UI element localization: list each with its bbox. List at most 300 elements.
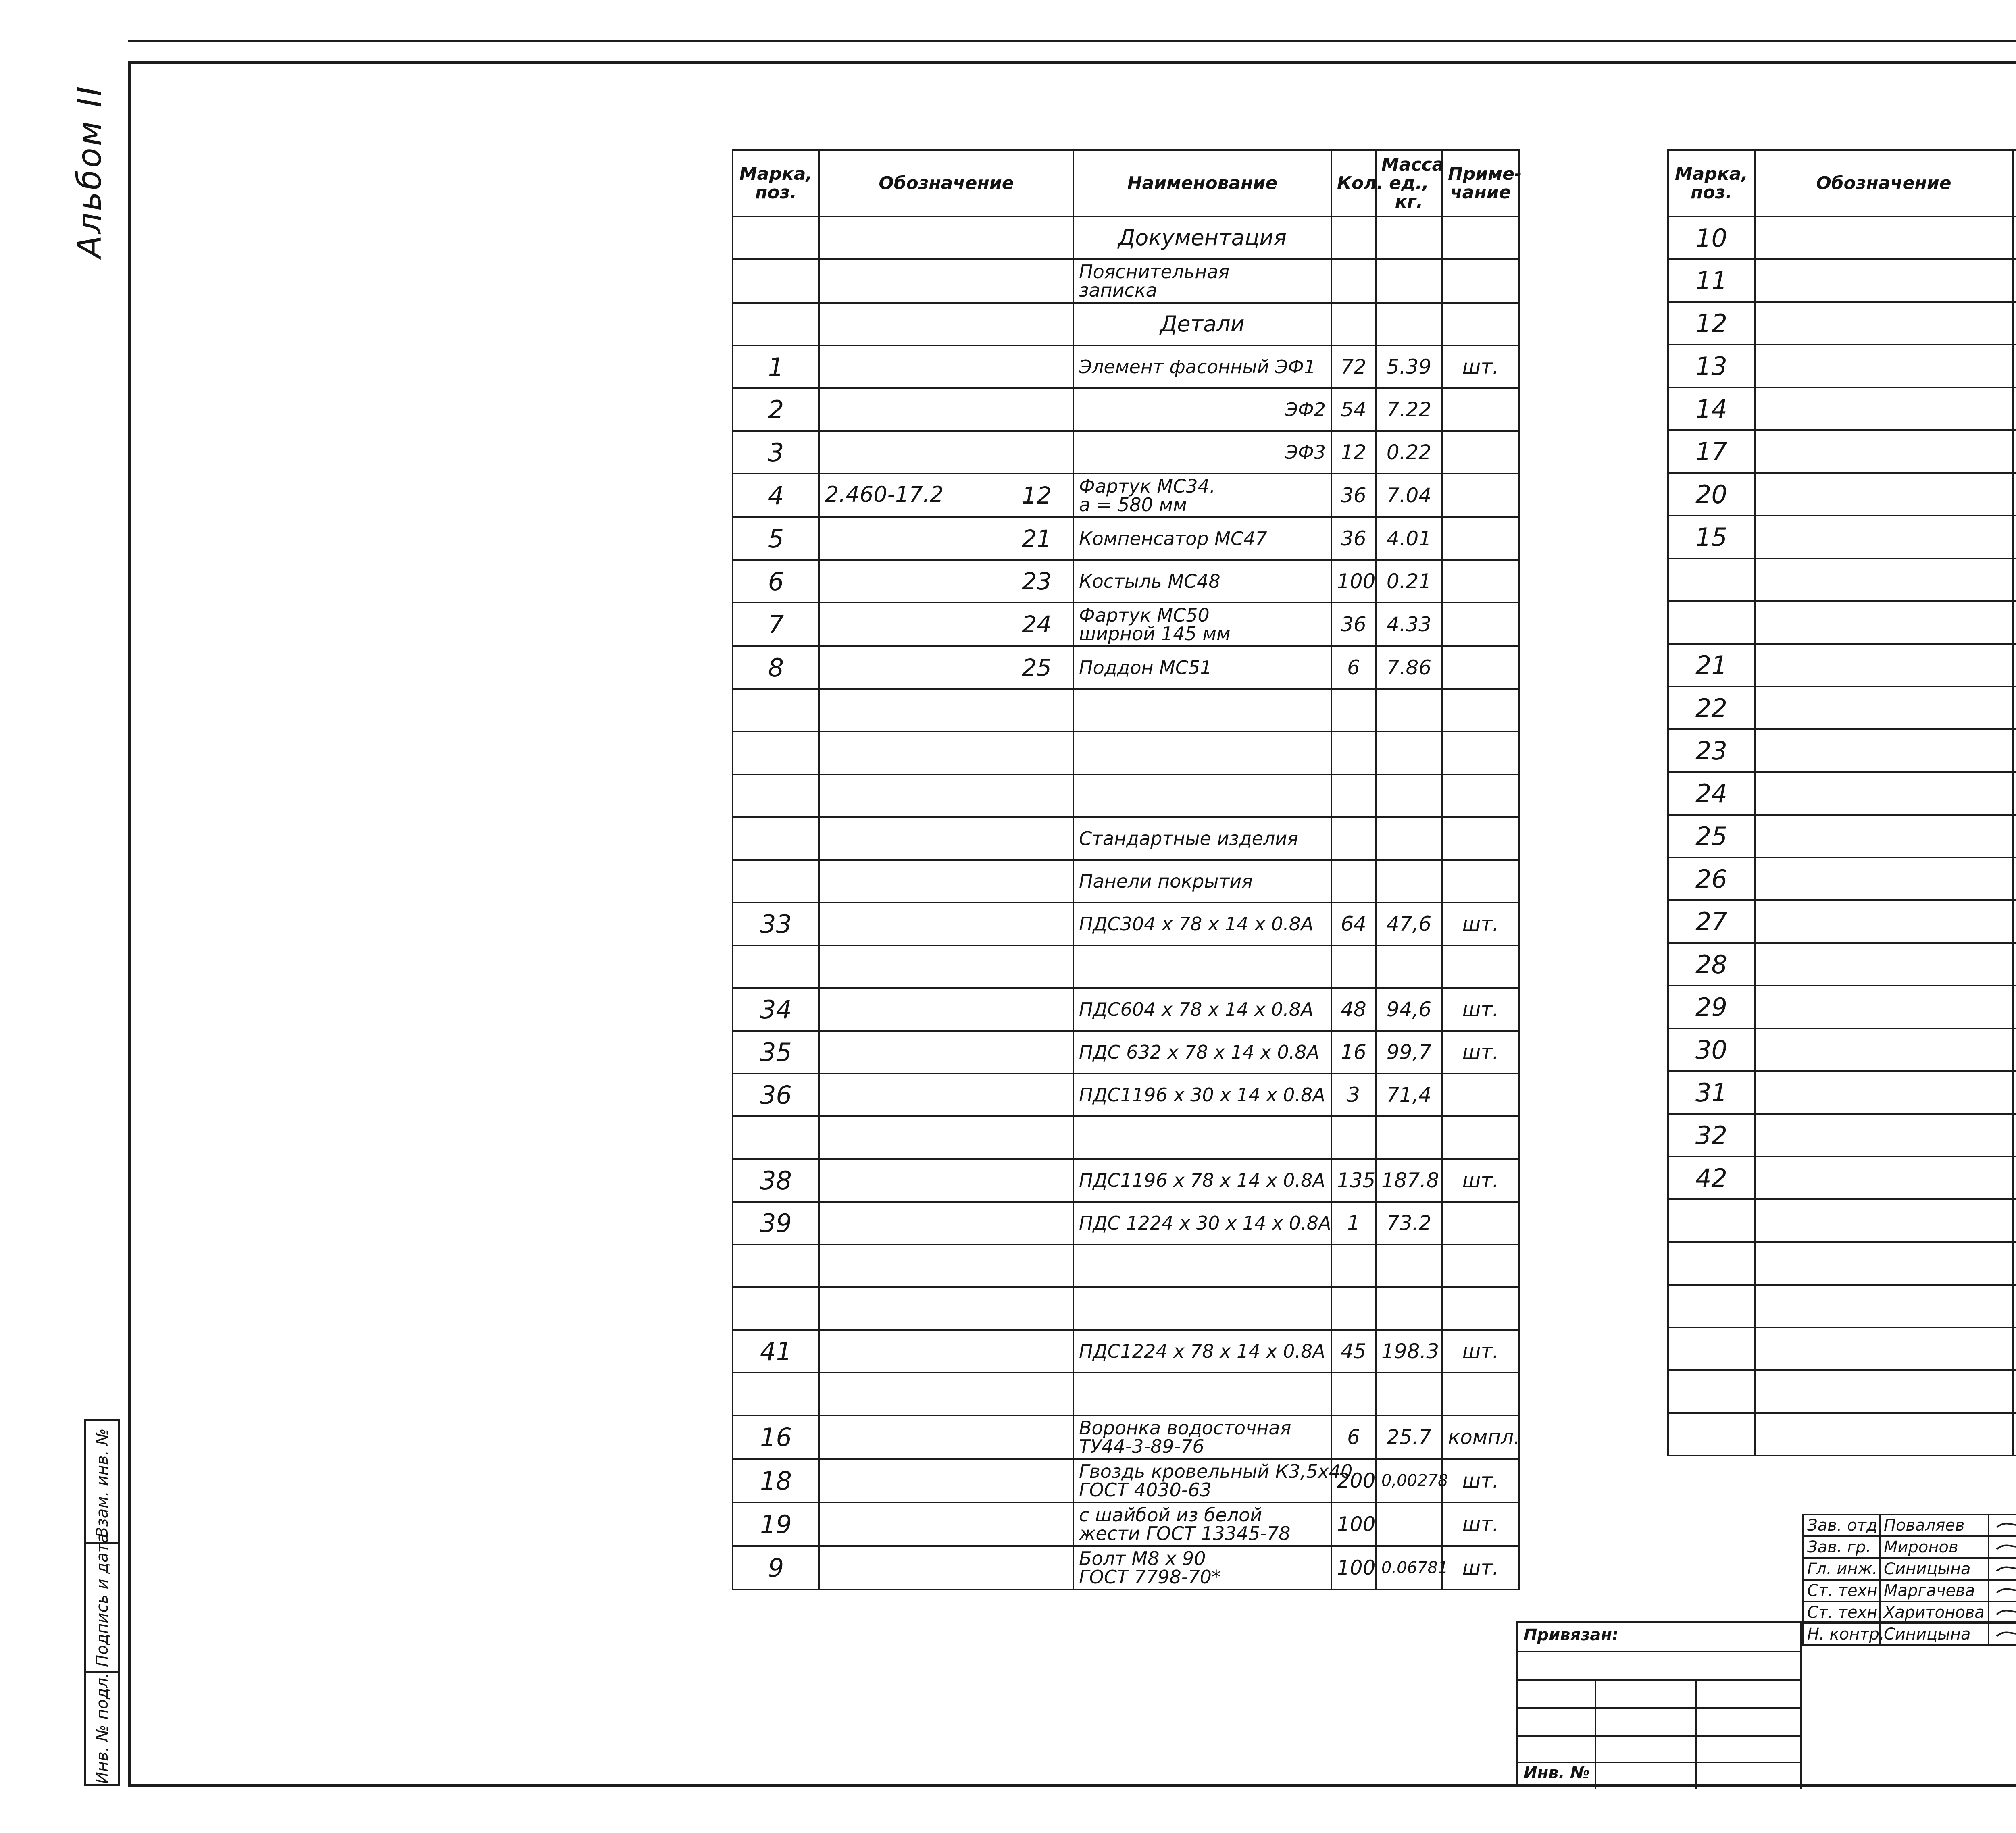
row-name xyxy=(2013,1327,2016,1370)
signer-name: Миронов xyxy=(1880,1536,1989,1558)
row-name xyxy=(1073,1373,1331,1415)
row-mark xyxy=(733,303,819,345)
row-mark: 9 xyxy=(733,1546,819,1590)
row-designation xyxy=(819,1330,1073,1373)
table-row xyxy=(1668,558,2016,601)
row-mark: 3 xyxy=(733,431,819,474)
signature xyxy=(1989,1536,2016,1558)
row-designation xyxy=(1755,430,2013,473)
row-name xyxy=(2013,1157,2016,1199)
row-mark xyxy=(733,259,819,303)
row-mark xyxy=(733,774,819,817)
table-row xyxy=(1668,644,2016,687)
signer-role: Гл. инж. xyxy=(1803,1558,1880,1580)
row-designation xyxy=(819,1546,1073,1590)
row-mass: 47,6 xyxy=(1376,903,1442,945)
row-name: ПДС1196 x 78 x 14 x 0.8А xyxy=(1073,1159,1331,1202)
row-name: Воронка водосточная ТУ44-3-89-76 xyxy=(1073,1415,1331,1459)
table-row xyxy=(733,1202,1519,1244)
table-row xyxy=(1668,302,2016,345)
row-name: ПДС 1224 x 30 x 14 x 0.8А xyxy=(1073,1202,1331,1244)
row-mark: 5 xyxy=(733,517,819,560)
signature xyxy=(1989,1602,2016,1623)
table-row xyxy=(1668,900,2016,943)
inv-label: Инв. № xyxy=(1524,1764,1590,1782)
row-note xyxy=(1442,689,1519,732)
row-mass xyxy=(1376,945,1442,988)
row-note xyxy=(1442,774,1519,817)
row-name xyxy=(2013,216,2016,259)
table-row xyxy=(1668,687,2016,729)
row-qty xyxy=(1331,945,1376,988)
table-row xyxy=(1668,1157,2016,1199)
row-qty: 45 xyxy=(1331,1330,1376,1373)
row-mark: 13 xyxy=(1668,345,1755,387)
header-note: Приме- чание xyxy=(1442,150,1519,216)
row-mark: 18 xyxy=(733,1459,819,1502)
row-designation xyxy=(819,1202,1073,1244)
row-name xyxy=(2013,857,2016,900)
row-designation xyxy=(819,431,1073,474)
row-mark xyxy=(1668,1413,1755,1456)
table-row xyxy=(733,1074,1519,1116)
side-stamp xyxy=(84,1419,120,1786)
row-mark: 2 xyxy=(733,388,819,431)
table-row xyxy=(733,1287,1519,1330)
row-qty xyxy=(1331,732,1376,774)
row-name xyxy=(2013,687,2016,729)
table-row xyxy=(733,1502,1519,1546)
signer-name: Маргачева xyxy=(1880,1580,1989,1602)
row-designation-pos: 21 xyxy=(1022,525,1052,552)
privyazan-line-5 xyxy=(1518,1762,1800,1763)
row-mass: 4.01 xyxy=(1376,517,1442,560)
table-row xyxy=(1668,473,2016,516)
row-note xyxy=(1442,603,1519,646)
row-qty: 1 xyxy=(1331,1202,1376,1244)
spec-table-right xyxy=(1667,149,2016,1456)
row-mark: 23 xyxy=(1668,729,1755,772)
row-name xyxy=(1073,1244,1331,1287)
table-row xyxy=(733,603,1519,646)
row-designation xyxy=(1755,1114,2013,1157)
row-name xyxy=(2013,1285,2016,1327)
table-row xyxy=(733,689,1519,732)
row-name xyxy=(2013,943,2016,986)
header-qty: Кол. xyxy=(1331,150,1376,216)
row-mass xyxy=(1376,1116,1442,1159)
signature-scribble xyxy=(1993,1515,2016,1531)
row-mark xyxy=(733,1244,819,1287)
row-name: Гвоздь кровельный К3,5x40 ГОСТ 4030-63 xyxy=(1073,1459,1331,1502)
table-row xyxy=(733,1330,1519,1373)
row-name xyxy=(2013,1028,2016,1071)
album-label: Альбом II xyxy=(71,85,109,258)
row-designation xyxy=(819,945,1073,988)
row-mark xyxy=(733,1373,819,1415)
row-qty xyxy=(1331,259,1376,303)
row-mark: 20 xyxy=(1668,473,1755,516)
row-note: компл. xyxy=(1442,1415,1519,1459)
row-mark: 39 xyxy=(733,1202,819,1244)
table-row xyxy=(733,259,1519,303)
row-mass: 4.33 xyxy=(1376,603,1442,646)
row-name: ПДС604 x 78 x 14 x 0.8А xyxy=(1073,988,1331,1031)
row-mark xyxy=(733,1116,819,1159)
row-note xyxy=(1442,259,1519,303)
row-name: Документация xyxy=(1073,216,1331,259)
row-note xyxy=(1442,1244,1519,1287)
row-mark: 11 xyxy=(1668,259,1755,302)
row-qty xyxy=(1331,1373,1376,1415)
row-mark xyxy=(733,945,819,988)
row-mark: 10 xyxy=(1668,216,1755,259)
row-designation xyxy=(1755,473,2013,516)
row-mass: 25.7 xyxy=(1376,1415,1442,1459)
table-row xyxy=(733,345,1519,388)
signer-role: Ст. техн. xyxy=(1803,1580,1880,1602)
row-designation xyxy=(819,1244,1073,1287)
row-designation xyxy=(819,689,1073,732)
row-mark: 19 xyxy=(733,1502,819,1546)
row-designation xyxy=(819,259,1073,303)
row-name: с шайбой из белой жести ГОСТ 13345-78 xyxy=(1073,1502,1331,1546)
row-designation xyxy=(1755,558,2013,601)
table-row xyxy=(733,303,1519,345)
table-row xyxy=(1668,772,2016,815)
row-mark: 26 xyxy=(1668,857,1755,900)
table-row xyxy=(733,388,1519,431)
row-mark: 27 xyxy=(1668,900,1755,943)
header-mark-right: Марка, поз. xyxy=(1668,150,1755,216)
row-designation xyxy=(1755,644,2013,687)
row-qty: 3 xyxy=(1331,1074,1376,1116)
row-note xyxy=(1442,560,1519,603)
row-mark: 35 xyxy=(733,1031,819,1074)
signature-scribble xyxy=(1993,1602,2016,1619)
row-note xyxy=(1442,431,1519,474)
row-note xyxy=(1442,474,1519,517)
row-designation xyxy=(819,1502,1073,1546)
row-note xyxy=(1442,1116,1519,1159)
row-qty xyxy=(1331,860,1376,903)
row-mass: 7.04 xyxy=(1376,474,1442,517)
row-mark: 34 xyxy=(733,988,819,1031)
row-designation xyxy=(1755,1285,2013,1327)
table-row xyxy=(1668,345,2016,387)
row-note: шт. xyxy=(1442,1502,1519,1546)
row-qty xyxy=(1331,216,1376,259)
row-mass: 73.2 xyxy=(1376,1202,1442,1244)
row-mark: 42 xyxy=(1668,1157,1755,1199)
row-qty: 200 xyxy=(1331,1459,1376,1502)
row-name xyxy=(2013,1199,2016,1242)
row-mark: 15 xyxy=(1668,516,1755,558)
row-designation xyxy=(819,903,1073,945)
row-note: шт. xyxy=(1442,1546,1519,1590)
signature-scribble xyxy=(1993,1537,2016,1553)
row-mass: 187.8 xyxy=(1376,1159,1442,1202)
row-mark: 12 xyxy=(1668,302,1755,345)
signature xyxy=(1989,1580,2016,1602)
row-note: шт. xyxy=(1442,1159,1519,1202)
table-row xyxy=(1668,986,2016,1028)
spec-header-row xyxy=(733,150,1519,216)
row-designation xyxy=(819,1459,1073,1502)
table-row xyxy=(733,1031,1519,1074)
signature xyxy=(1989,1623,2016,1645)
table-row xyxy=(1668,729,2016,772)
table-row xyxy=(1668,387,2016,430)
row-qty: 100 xyxy=(1331,560,1376,603)
row-name: Детали xyxy=(1073,303,1331,345)
row-mark xyxy=(1668,1199,1755,1242)
row-mark: 7 xyxy=(733,603,819,646)
table-row xyxy=(1668,1413,2016,1456)
row-mark xyxy=(1668,1327,1755,1370)
row-mark xyxy=(733,1287,819,1330)
row-mass xyxy=(1376,303,1442,345)
row-mark: 31 xyxy=(1668,1071,1755,1114)
row-designation-pos: 24 xyxy=(1022,611,1052,638)
row-name xyxy=(1073,1116,1331,1159)
row-designation-pos: 12 xyxy=(1022,482,1052,509)
row-mass: 7.22 xyxy=(1376,388,1442,431)
row-designation xyxy=(1755,1071,2013,1114)
row-name xyxy=(2013,1071,2016,1114)
row-designation xyxy=(819,1074,1073,1116)
table-row xyxy=(733,1546,1519,1590)
row-mark: 25 xyxy=(1668,815,1755,857)
spec-header-row-right xyxy=(1668,150,2016,216)
table-row xyxy=(1668,943,2016,986)
table-row xyxy=(1668,1285,2016,1327)
row-mass: 0.22 xyxy=(1376,431,1442,474)
signer-role: Н. контр. xyxy=(1803,1623,1880,1645)
row-designation xyxy=(1755,601,2013,644)
row-name: Компенсатор МС47 xyxy=(1073,517,1331,560)
row-name: Костыль МС48 xyxy=(1073,560,1331,603)
table-row xyxy=(1668,1199,2016,1242)
row-designation xyxy=(819,1159,1073,1202)
signer-name: Харитонова xyxy=(1880,1602,1989,1623)
row-mark xyxy=(1668,558,1755,601)
row-designation xyxy=(819,1031,1073,1074)
row-mark: 33 xyxy=(733,903,819,945)
row-mark xyxy=(1668,601,1755,644)
row-qty: 36 xyxy=(1331,474,1376,517)
row-qty xyxy=(1331,817,1376,860)
row-qty xyxy=(1331,1116,1376,1159)
table-row xyxy=(733,988,1519,1031)
row-designation xyxy=(1755,1157,2013,1199)
row-name: ПДС1224 x 78 x 14 x 0.8А xyxy=(1073,1330,1331,1373)
table-row xyxy=(733,1244,1519,1287)
row-mark xyxy=(733,817,819,860)
row-name: ЭФ3 xyxy=(1073,431,1331,474)
row-mass xyxy=(1376,1287,1442,1330)
row-designation xyxy=(1755,259,2013,302)
table-row xyxy=(1668,1370,2016,1413)
row-designation xyxy=(1755,729,2013,772)
row-mark xyxy=(1668,1370,1755,1413)
row-name: ЭФ2 xyxy=(1073,388,1331,431)
row-mark xyxy=(1668,1242,1755,1285)
row-mass xyxy=(1376,1373,1442,1415)
row-mark: 21 xyxy=(1668,644,1755,687)
row-mass: 71,4 xyxy=(1376,1074,1442,1116)
row-designation xyxy=(1755,516,2013,558)
row-name xyxy=(1073,1287,1331,1330)
table-row xyxy=(733,431,1519,474)
row-designation xyxy=(819,303,1073,345)
row-designation xyxy=(819,1287,1073,1330)
row-designation xyxy=(1755,1413,2013,1456)
table-row xyxy=(733,1459,1519,1502)
row-designation xyxy=(819,517,1073,560)
privyazan-vline-2 xyxy=(1695,1679,1697,1789)
row-note xyxy=(1442,216,1519,259)
row-name xyxy=(2013,473,2016,516)
row-qty: 100 xyxy=(1331,1502,1376,1546)
row-designation-doc: 2.460-17.2 xyxy=(825,482,944,507)
row-designation xyxy=(1755,216,2013,259)
table-row xyxy=(1668,1071,2016,1114)
row-note xyxy=(1442,517,1519,560)
row-name xyxy=(2013,516,2016,558)
table-row xyxy=(1668,1327,2016,1370)
table-row xyxy=(733,732,1519,774)
spec-table-left xyxy=(732,149,1520,1590)
row-name xyxy=(1073,689,1331,732)
table-row xyxy=(733,903,1519,945)
table-row xyxy=(733,517,1519,560)
row-mass xyxy=(1376,1244,1442,1287)
row-name xyxy=(2013,345,2016,387)
row-designation-pos: 25 xyxy=(1022,654,1052,681)
row-name xyxy=(2013,302,2016,345)
row-designation xyxy=(1755,345,2013,387)
row-mass: 0.21 xyxy=(1376,560,1442,603)
row-designation xyxy=(819,860,1073,903)
signer-role: Зав. гр. xyxy=(1803,1536,1880,1558)
row-note xyxy=(1442,860,1519,903)
row-mark: 4 xyxy=(733,474,819,517)
row-designation xyxy=(819,474,1073,517)
row-qty: 16 xyxy=(1331,1031,1376,1074)
table-row xyxy=(1668,857,2016,900)
row-mass xyxy=(1376,259,1442,303)
row-mark xyxy=(733,732,819,774)
row-designation xyxy=(1755,1199,2013,1242)
row-name xyxy=(1073,945,1331,988)
table-row xyxy=(733,646,1519,689)
row-designation xyxy=(819,345,1073,388)
row-mark: 32 xyxy=(1668,1114,1755,1157)
row-name xyxy=(2013,430,2016,473)
row-name xyxy=(2013,259,2016,302)
row-designation xyxy=(819,603,1073,646)
row-mark: 6 xyxy=(733,560,819,603)
row-mass: 94,6 xyxy=(1376,988,1442,1031)
row-designation xyxy=(819,1415,1073,1459)
row-name xyxy=(2013,1242,2016,1285)
row-note: шт. xyxy=(1442,903,1519,945)
row-name xyxy=(2013,986,2016,1028)
row-designation xyxy=(819,646,1073,689)
signer-row xyxy=(1803,1558,2016,1580)
row-qty: 54 xyxy=(1331,388,1376,431)
row-name xyxy=(1073,732,1331,774)
row-mass xyxy=(1376,774,1442,817)
row-qty: 64 xyxy=(1331,903,1376,945)
row-name: Стандартные изделия xyxy=(1073,817,1331,860)
header-mass: Масса ед., кг. xyxy=(1376,150,1442,216)
row-designation xyxy=(1755,986,2013,1028)
row-note xyxy=(1442,303,1519,345)
row-designation xyxy=(1755,302,2013,345)
signature xyxy=(1989,1558,2016,1580)
row-designation xyxy=(1755,900,2013,943)
row-mark xyxy=(1668,1285,1755,1327)
row-mark: 24 xyxy=(1668,772,1755,815)
row-name: Болт М8 x 90 ГОСТ 7798-70* xyxy=(1073,1546,1331,1590)
row-mass: 99,7 xyxy=(1376,1031,1442,1074)
privyazan-vline-1 xyxy=(1595,1679,1596,1789)
row-qty: 48 xyxy=(1331,988,1376,1031)
signer-row xyxy=(1803,1602,2016,1623)
row-name xyxy=(2013,601,2016,644)
row-note xyxy=(1442,1287,1519,1330)
row-name xyxy=(2013,900,2016,943)
table-row xyxy=(1668,1028,2016,1071)
table-row xyxy=(1668,1242,2016,1285)
row-name xyxy=(2013,1370,2016,1413)
row-name: Фартук МС50 ширной 145 мм xyxy=(1073,603,1331,646)
row-mark: 38 xyxy=(733,1159,819,1202)
row-mark: 30 xyxy=(1668,1028,1755,1071)
table-row xyxy=(733,817,1519,860)
title-block xyxy=(1516,1514,2016,1787)
row-qty: 6 xyxy=(1331,1415,1376,1459)
row-note xyxy=(1442,732,1519,774)
signature xyxy=(1989,1515,2016,1536)
row-name xyxy=(2013,1114,2016,1157)
table-row xyxy=(733,945,1519,988)
row-designation-pos: 23 xyxy=(1022,568,1052,595)
row-designation xyxy=(819,388,1073,431)
row-designation xyxy=(1755,1370,2013,1413)
row-note xyxy=(1442,945,1519,988)
row-mark: 17 xyxy=(1668,430,1755,473)
row-designation xyxy=(1755,1242,2013,1285)
privyazan-line-4 xyxy=(1518,1735,1800,1737)
signature-scribble xyxy=(1993,1624,2016,1640)
header-mark: Марка, поз. xyxy=(733,150,819,216)
row-note xyxy=(1442,1074,1519,1116)
table-row xyxy=(733,560,1519,603)
row-mass xyxy=(1376,817,1442,860)
row-designation xyxy=(1755,1327,2013,1370)
row-note: шт. xyxy=(1442,988,1519,1031)
table-row xyxy=(733,1159,1519,1202)
row-note: шт. xyxy=(1442,345,1519,388)
row-name: Элемент фасонный ЭФ1 xyxy=(1073,345,1331,388)
row-mark: 28 xyxy=(1668,943,1755,986)
signer-name: Поваляев xyxy=(1880,1515,1989,1536)
row-mark: 22 xyxy=(1668,687,1755,729)
row-note xyxy=(1442,817,1519,860)
